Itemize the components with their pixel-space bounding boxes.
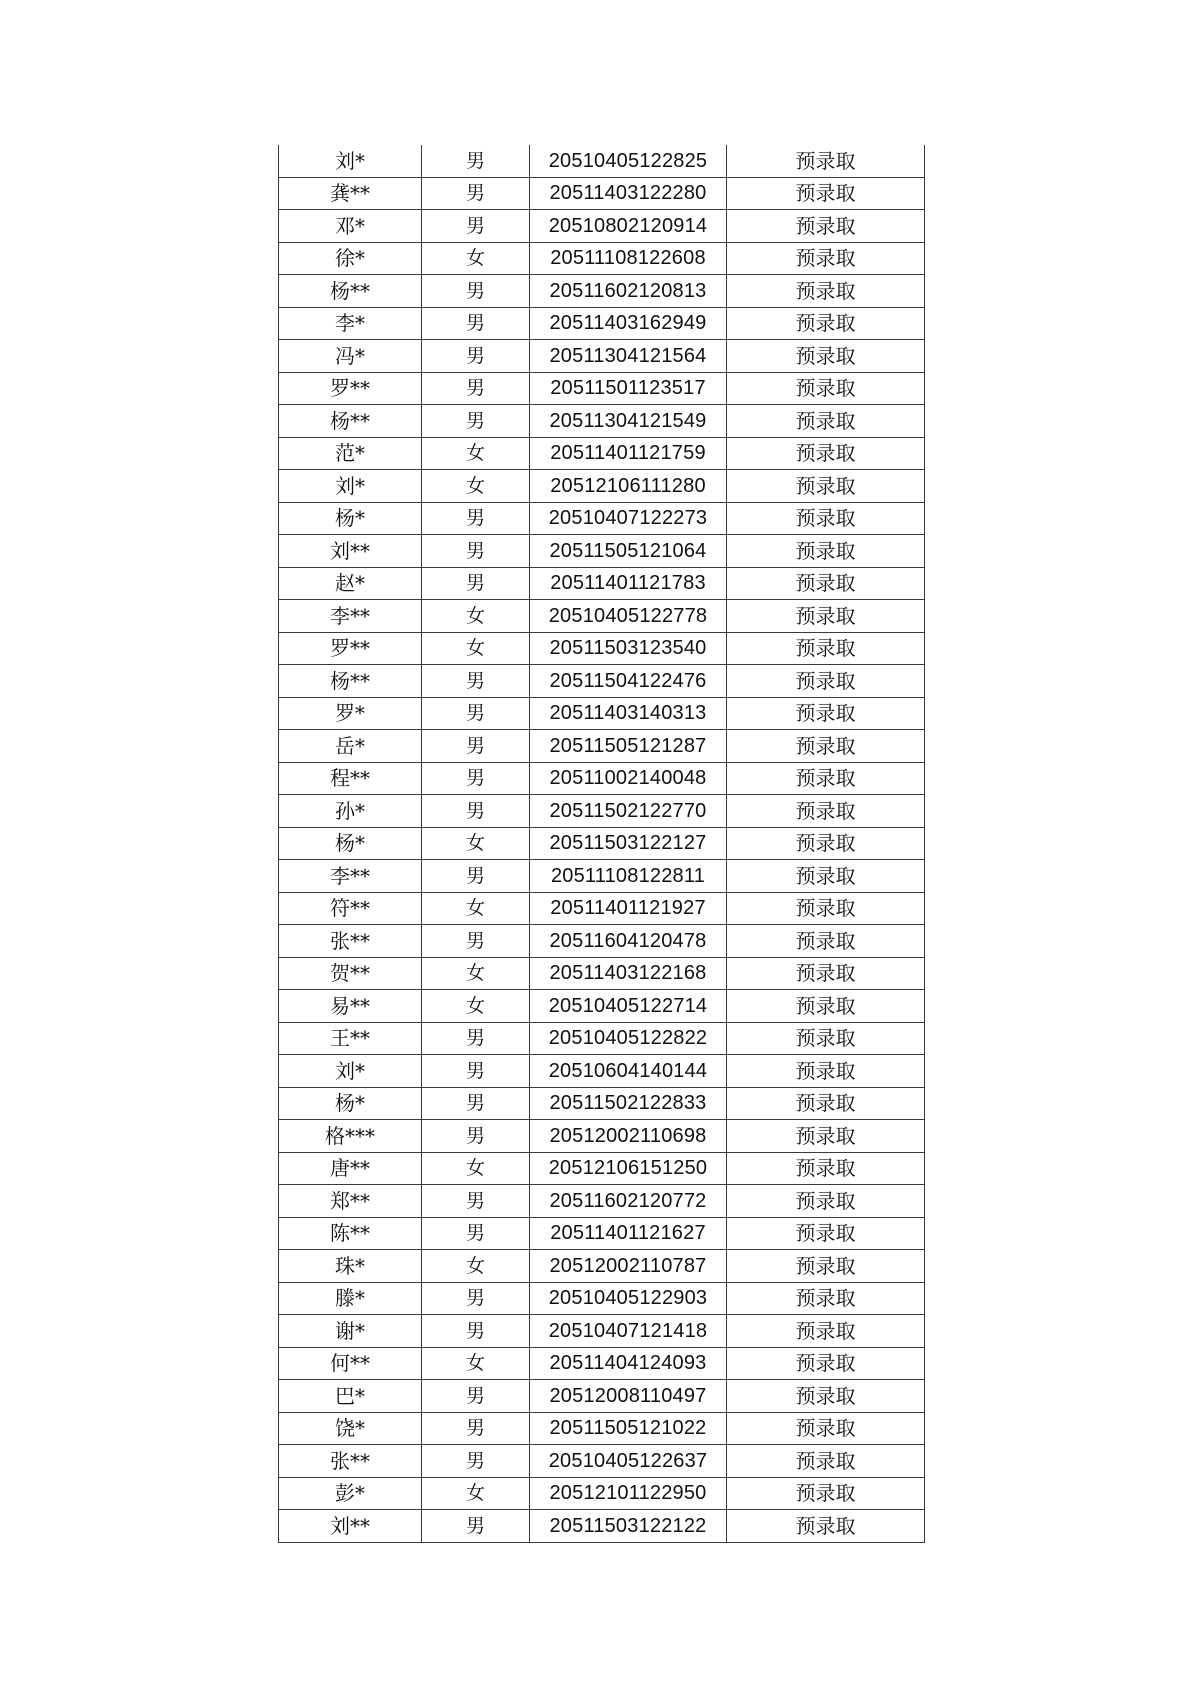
gender-cell: 男 bbox=[422, 1055, 530, 1088]
table-row bbox=[279, 437, 925, 470]
exam-number-cell: 20511403140313 bbox=[530, 697, 727, 730]
student-name-cell: 谢* bbox=[279, 1315, 422, 1348]
admission-status-cell: 预录取 bbox=[727, 242, 925, 275]
table-row bbox=[279, 1152, 925, 1185]
table-row bbox=[279, 405, 925, 438]
student-name-cell: 邓* bbox=[279, 210, 422, 243]
student-name-cell: 龚** bbox=[279, 177, 422, 210]
table-row bbox=[279, 1087, 925, 1120]
admission-status-cell: 预录取 bbox=[727, 957, 925, 990]
exam-number-cell: 20510405122822 bbox=[530, 1022, 727, 1055]
student-name-cell: 刘* bbox=[279, 1055, 422, 1088]
exam-number-cell: 20512002110787 bbox=[530, 1250, 727, 1283]
table-row bbox=[279, 665, 925, 698]
exam-number-cell: 20511401121627 bbox=[530, 1217, 727, 1250]
table-row bbox=[279, 1477, 925, 1510]
gender-cell: 男 bbox=[422, 340, 530, 373]
table-row bbox=[279, 1315, 925, 1348]
student-name-cell: 彭* bbox=[279, 1477, 422, 1510]
exam-number-cell: 20510405122825 bbox=[530, 145, 727, 177]
gender-cell: 男 bbox=[422, 1087, 530, 1120]
table-row bbox=[279, 535, 925, 568]
student-name-cell: 罗** bbox=[279, 372, 422, 405]
exam-number-cell: 20511504122476 bbox=[530, 665, 727, 698]
student-name-cell: 王** bbox=[279, 1022, 422, 1055]
admission-status-cell: 预录取 bbox=[727, 1055, 925, 1088]
admission-status-cell: 预录取 bbox=[727, 665, 925, 698]
exam-number-cell: 20511503122127 bbox=[530, 827, 727, 860]
admission-status-cell: 预录取 bbox=[727, 177, 925, 210]
exam-number-cell: 20511403122280 bbox=[530, 177, 727, 210]
exam-number-cell: 20512101122950 bbox=[530, 1477, 727, 1510]
admission-status-cell: 预录取 bbox=[727, 1087, 925, 1120]
table-row bbox=[279, 1217, 925, 1250]
exam-number-cell: 20511501123517 bbox=[530, 372, 727, 405]
gender-cell: 男 bbox=[422, 307, 530, 340]
table-row bbox=[279, 1250, 925, 1283]
admission-status-cell: 预录取 bbox=[727, 1120, 925, 1153]
table-row bbox=[279, 1445, 925, 1478]
gender-cell: 男 bbox=[422, 860, 530, 893]
student-name-cell: 杨** bbox=[279, 405, 422, 438]
table-row bbox=[279, 145, 925, 177]
exam-number-cell: 20511304121564 bbox=[530, 340, 727, 373]
gender-cell: 男 bbox=[422, 697, 530, 730]
gender-cell: 男 bbox=[422, 210, 530, 243]
exam-number-cell: 20511602120813 bbox=[530, 275, 727, 308]
student-name-cell: 孙* bbox=[279, 795, 422, 828]
table-row bbox=[279, 340, 925, 373]
gender-cell: 男 bbox=[422, 925, 530, 958]
table-row bbox=[279, 632, 925, 665]
gender-cell: 男 bbox=[422, 1217, 530, 1250]
exam-number-cell: 20511108122811 bbox=[530, 860, 727, 893]
exam-number-cell: 20511502122770 bbox=[530, 795, 727, 828]
student-name-cell: 赵* bbox=[279, 567, 422, 600]
admission-status-cell: 预录取 bbox=[727, 1185, 925, 1218]
table-row bbox=[279, 1185, 925, 1218]
exam-number-cell: 20510405122778 bbox=[530, 600, 727, 633]
student-name-cell: 刘** bbox=[279, 1510, 422, 1543]
admission-status-cell: 预录取 bbox=[727, 762, 925, 795]
student-name-cell: 郑** bbox=[279, 1185, 422, 1218]
gender-cell: 女 bbox=[422, 437, 530, 470]
admission-status-cell: 预录取 bbox=[727, 437, 925, 470]
gender-cell: 男 bbox=[422, 535, 530, 568]
student-name-cell: 何** bbox=[279, 1347, 422, 1380]
exam-number-cell: 20511108122608 bbox=[530, 242, 727, 275]
table-row bbox=[279, 600, 925, 633]
table-row bbox=[279, 990, 925, 1023]
gender-cell: 男 bbox=[422, 145, 530, 177]
gender-cell: 女 bbox=[422, 990, 530, 1023]
table-row bbox=[279, 925, 925, 958]
exam-number-cell: 20510405122903 bbox=[530, 1282, 727, 1315]
exam-number-cell: 20512002110698 bbox=[530, 1120, 727, 1153]
gender-cell: 男 bbox=[422, 502, 530, 535]
student-name-cell: 李** bbox=[279, 600, 422, 633]
student-name-cell: 李* bbox=[279, 307, 422, 340]
exam-number-cell: 20511403122168 bbox=[530, 957, 727, 990]
exam-number-cell: 20510405122714 bbox=[530, 990, 727, 1023]
student-name-cell: 冯* bbox=[279, 340, 422, 373]
student-name-cell: 罗** bbox=[279, 632, 422, 665]
admission-status-cell: 预录取 bbox=[727, 567, 925, 600]
table-row bbox=[279, 275, 925, 308]
admission-status-cell: 预录取 bbox=[727, 1445, 925, 1478]
gender-cell: 女 bbox=[422, 957, 530, 990]
admission-status-cell: 预录取 bbox=[727, 827, 925, 860]
table-row bbox=[279, 242, 925, 275]
gender-cell: 男 bbox=[422, 1412, 530, 1445]
table-row bbox=[279, 1380, 925, 1413]
table-row bbox=[279, 307, 925, 340]
table-row bbox=[279, 1120, 925, 1153]
gender-cell: 女 bbox=[422, 242, 530, 275]
gender-cell: 女 bbox=[422, 470, 530, 503]
student-name-cell: 岳* bbox=[279, 730, 422, 763]
student-name-cell: 张** bbox=[279, 925, 422, 958]
admission-status-cell: 预录取 bbox=[727, 925, 925, 958]
gender-cell: 男 bbox=[422, 1282, 530, 1315]
student-name-cell: 刘* bbox=[279, 145, 422, 177]
gender-cell: 女 bbox=[422, 600, 530, 633]
table-row bbox=[279, 177, 925, 210]
exam-number-cell: 20510405122637 bbox=[530, 1445, 727, 1478]
gender-cell: 女 bbox=[422, 892, 530, 925]
admission-status-cell: 预录取 bbox=[727, 307, 925, 340]
gender-cell: 男 bbox=[422, 762, 530, 795]
exam-number-cell: 20511503122122 bbox=[530, 1510, 727, 1543]
student-name-cell: 杨* bbox=[279, 827, 422, 860]
admission-status-cell: 预录取 bbox=[727, 1282, 925, 1315]
exam-number-cell: 20511403162949 bbox=[530, 307, 727, 340]
student-name-cell: 杨** bbox=[279, 665, 422, 698]
gender-cell: 女 bbox=[422, 1152, 530, 1185]
student-name-cell: 珠* bbox=[279, 1250, 422, 1283]
exam-number-cell: 20511002140048 bbox=[530, 762, 727, 795]
admission-status-cell: 预录取 bbox=[727, 1315, 925, 1348]
exam-number-cell: 20510407121418 bbox=[530, 1315, 727, 1348]
student-name-cell: 杨* bbox=[279, 1087, 422, 1120]
admission-status-cell: 预录取 bbox=[727, 632, 925, 665]
exam-number-cell: 20511404124093 bbox=[530, 1347, 727, 1380]
admission-status-cell: 预录取 bbox=[727, 1347, 925, 1380]
admission-status-cell: 预录取 bbox=[727, 1477, 925, 1510]
admission-status-cell: 预录取 bbox=[727, 697, 925, 730]
gender-cell: 男 bbox=[422, 567, 530, 600]
table-row bbox=[279, 1412, 925, 1445]
table-row bbox=[279, 762, 925, 795]
admission-status-cell: 预录取 bbox=[727, 470, 925, 503]
gender-cell: 女 bbox=[422, 1250, 530, 1283]
admission-table bbox=[278, 145, 925, 1543]
table-row bbox=[279, 957, 925, 990]
gender-cell: 男 bbox=[422, 1185, 530, 1218]
gender-cell: 男 bbox=[422, 372, 530, 405]
exam-number-cell: 20511505121287 bbox=[530, 730, 727, 763]
gender-cell: 男 bbox=[422, 1380, 530, 1413]
exam-number-cell: 20510407122273 bbox=[530, 502, 727, 535]
gender-cell: 男 bbox=[422, 405, 530, 438]
gender-cell: 女 bbox=[422, 1347, 530, 1380]
student-name-cell: 唐** bbox=[279, 1152, 422, 1185]
admission-status-cell: 预录取 bbox=[727, 535, 925, 568]
student-name-cell: 格*** bbox=[279, 1120, 422, 1153]
table-row bbox=[279, 470, 925, 503]
student-name-cell: 范* bbox=[279, 437, 422, 470]
admission-status-cell: 预录取 bbox=[727, 1250, 925, 1283]
exam-number-cell: 20511304121549 bbox=[530, 405, 727, 438]
gender-cell: 男 bbox=[422, 1445, 530, 1478]
table-row bbox=[279, 860, 925, 893]
student-name-cell: 易** bbox=[279, 990, 422, 1023]
admission-status-cell: 预录取 bbox=[727, 502, 925, 535]
student-name-cell: 贺** bbox=[279, 957, 422, 990]
exam-number-cell: 20511401121759 bbox=[530, 437, 727, 470]
gender-cell: 男 bbox=[422, 795, 530, 828]
table-row bbox=[279, 372, 925, 405]
table-row bbox=[279, 892, 925, 925]
admission-status-cell: 预录取 bbox=[727, 795, 925, 828]
exam-number-cell: 20511505121022 bbox=[530, 1412, 727, 1445]
student-name-cell: 刘* bbox=[279, 470, 422, 503]
gender-cell: 男 bbox=[422, 177, 530, 210]
student-name-cell: 李** bbox=[279, 860, 422, 893]
table-row bbox=[279, 1510, 925, 1543]
exam-number-cell: 20512008110497 bbox=[530, 1380, 727, 1413]
admission-status-cell: 预录取 bbox=[727, 1412, 925, 1445]
student-name-cell: 张** bbox=[279, 1445, 422, 1478]
admission-status-cell: 预录取 bbox=[727, 405, 925, 438]
student-name-cell: 杨** bbox=[279, 275, 422, 308]
student-name-cell: 符** bbox=[279, 892, 422, 925]
gender-cell: 男 bbox=[422, 665, 530, 698]
exam-number-cell: 20512106151250 bbox=[530, 1152, 727, 1185]
gender-cell: 女 bbox=[422, 1477, 530, 1510]
admission-status-cell: 预录取 bbox=[727, 730, 925, 763]
gender-cell: 女 bbox=[422, 632, 530, 665]
gender-cell: 男 bbox=[422, 275, 530, 308]
admission-status-cell: 预录取 bbox=[727, 1217, 925, 1250]
exam-number-cell: 20511604120478 bbox=[530, 925, 727, 958]
gender-cell: 男 bbox=[422, 1510, 530, 1543]
student-name-cell: 杨* bbox=[279, 502, 422, 535]
table-row bbox=[279, 567, 925, 600]
exam-number-cell: 20511401121783 bbox=[530, 567, 727, 600]
admission-status-cell: 预录取 bbox=[727, 600, 925, 633]
admission-status-cell: 预录取 bbox=[727, 1152, 925, 1185]
exam-number-cell: 20511401121927 bbox=[530, 892, 727, 925]
admission-table-body bbox=[279, 145, 925, 1542]
gender-cell: 男 bbox=[422, 1120, 530, 1153]
student-name-cell: 程** bbox=[279, 762, 422, 795]
exam-number-cell: 20512106111280 bbox=[530, 470, 727, 503]
gender-cell: 女 bbox=[422, 827, 530, 860]
table-row bbox=[279, 1055, 925, 1088]
exam-number-cell: 20510802120914 bbox=[530, 210, 727, 243]
table-row bbox=[279, 827, 925, 860]
gender-cell: 男 bbox=[422, 1022, 530, 1055]
gender-cell: 男 bbox=[422, 1315, 530, 1348]
student-name-cell: 陈** bbox=[279, 1217, 422, 1250]
exam-number-cell: 20511502122833 bbox=[530, 1087, 727, 1120]
admission-status-cell: 预录取 bbox=[727, 372, 925, 405]
admission-status-cell: 预录取 bbox=[727, 1022, 925, 1055]
student-name-cell: 滕* bbox=[279, 1282, 422, 1315]
table-row bbox=[279, 1347, 925, 1380]
table-row bbox=[279, 1282, 925, 1315]
exam-number-cell: 20511503123540 bbox=[530, 632, 727, 665]
student-name-cell: 饶* bbox=[279, 1412, 422, 1445]
table-row bbox=[279, 730, 925, 763]
student-name-cell: 徐* bbox=[279, 242, 422, 275]
exam-number-cell: 20511505121064 bbox=[530, 535, 727, 568]
exam-number-cell: 20511602120772 bbox=[530, 1185, 727, 1218]
table-row bbox=[279, 1022, 925, 1055]
admission-status-cell: 预录取 bbox=[727, 860, 925, 893]
student-name-cell: 巴* bbox=[279, 1380, 422, 1413]
admission-status-cell: 预录取 bbox=[727, 990, 925, 1023]
admission-status-cell: 预录取 bbox=[727, 275, 925, 308]
table-row bbox=[279, 697, 925, 730]
table-row bbox=[279, 210, 925, 243]
table-row bbox=[279, 795, 925, 828]
student-name-cell: 罗* bbox=[279, 697, 422, 730]
admission-status-cell: 预录取 bbox=[727, 892, 925, 925]
admission-status-cell: 预录取 bbox=[727, 210, 925, 243]
student-name-cell: 刘** bbox=[279, 535, 422, 568]
admission-status-cell: 预录取 bbox=[727, 340, 925, 373]
admission-status-cell: 预录取 bbox=[727, 1510, 925, 1543]
admission-status-cell: 预录取 bbox=[727, 1380, 925, 1413]
admission-status-cell: 预录取 bbox=[727, 145, 925, 177]
exam-number-cell: 20510604140144 bbox=[530, 1055, 727, 1088]
gender-cell: 男 bbox=[422, 730, 530, 763]
table-row bbox=[279, 502, 925, 535]
